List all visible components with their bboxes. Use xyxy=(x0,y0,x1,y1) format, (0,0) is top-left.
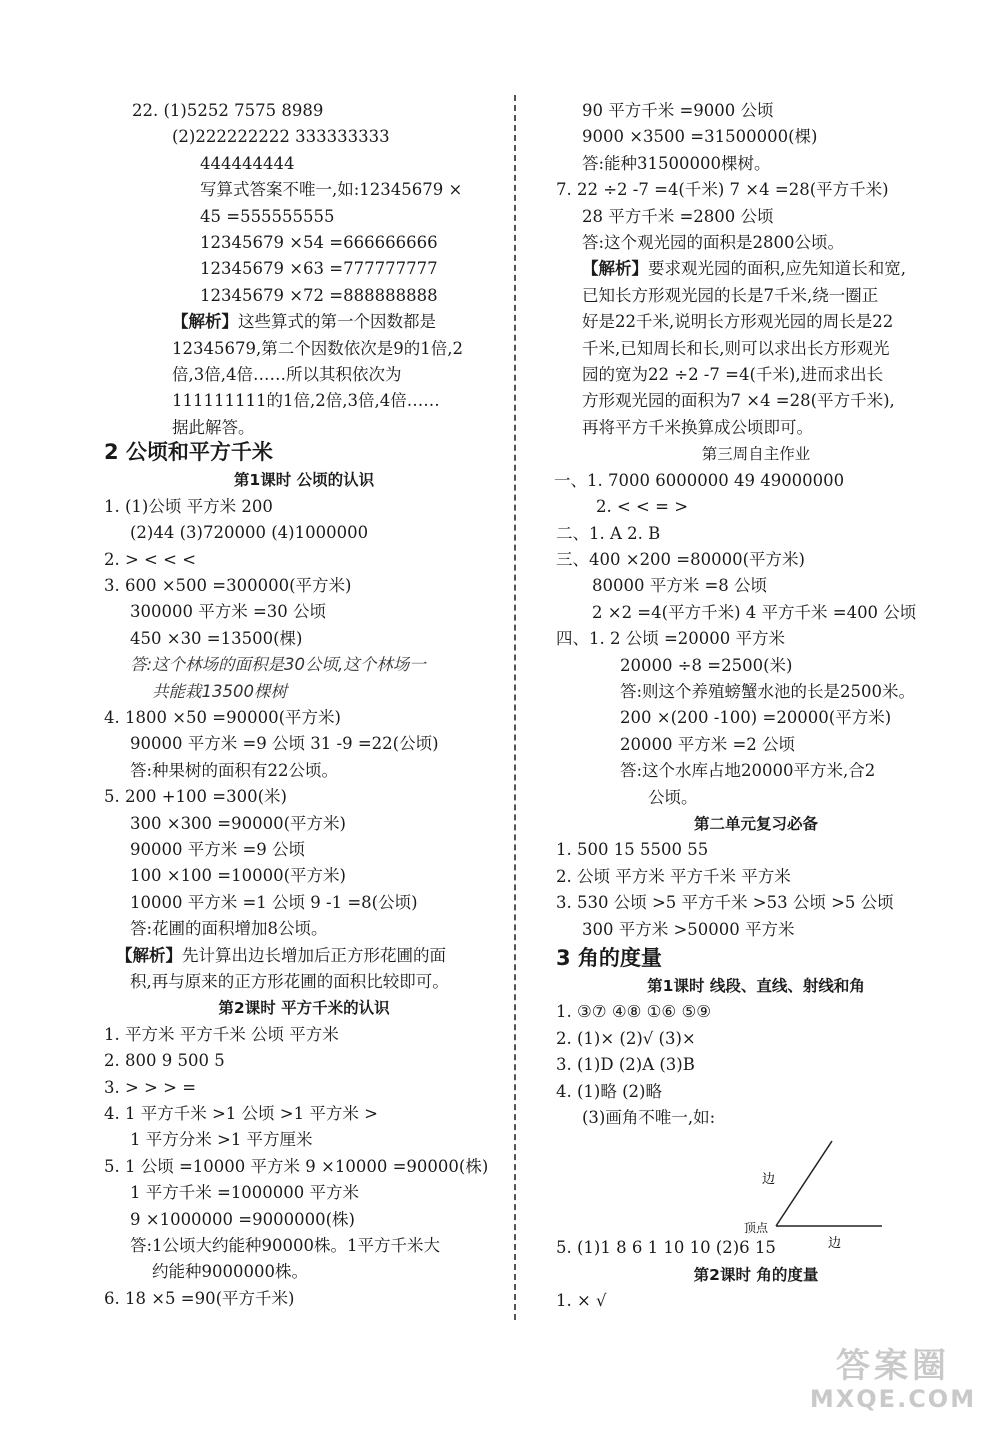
analysis-tag: 【解析】 xyxy=(582,259,648,279)
analysis-tag: 【解析】 xyxy=(172,312,238,332)
answer-line: 3. > > > = xyxy=(104,1077,197,1097)
answer-line: 答:这个观光园的面积是2800公顷。 xyxy=(582,233,845,253)
section-2-title: 2 公顷和平方千米 xyxy=(104,440,273,465)
answer-line: 100 ×100 =10000(平方米) xyxy=(130,866,346,886)
answer-line: 2. 公顷 平方米 平方千米 平方米 xyxy=(556,866,791,886)
s3-lesson-2-title: 第2课时 角的度量 xyxy=(693,1265,819,1284)
angle-side-top-line xyxy=(776,1141,832,1226)
q22-line: 444444444 xyxy=(200,153,295,173)
answer-line: 2. 800 9 500 5 xyxy=(104,1051,225,1071)
answer-line: 90000 平方米 =9 公顷 31 -9 =22(公顷) xyxy=(130,734,439,754)
q22-analysis xyxy=(104,309,504,335)
answer-line: 三、400 ×200 =80000(平方米) xyxy=(556,549,805,569)
q22-line: (2)222222222 333333333 xyxy=(172,127,390,147)
answer-line: 80000 平方米 =8 公顷 xyxy=(592,576,768,596)
answer-line: 答:能种31500000棵树。 xyxy=(582,153,771,173)
side-label-top: 边 xyxy=(762,1172,776,1188)
answer-line: 90 平方千米 =9000 公顷 xyxy=(582,101,774,120)
left-column xyxy=(104,98,504,1312)
analysis-line: 再将平方千米换算成公顷即可。 xyxy=(582,417,813,437)
side-label-bottom: 边 xyxy=(828,1236,842,1252)
analysis-text: 先计算出边长增加后正方形花圃的面 xyxy=(182,945,446,965)
analysis-line xyxy=(104,943,504,969)
q22-line: 写算式答案不唯一,如:12345679 × xyxy=(200,180,463,200)
answer-line: 公顷。 xyxy=(648,787,698,807)
answer-line: 1. × √ xyxy=(556,1291,607,1311)
answer-line: 300 ×300 =90000(平方米) xyxy=(130,813,346,833)
answer-line: (2)44 (3)720000 (4)1000000 xyxy=(130,523,369,543)
answer-line: 2. > < < < xyxy=(104,549,197,569)
s3-lesson-1-title: 第1课时 线段、直线、射线和角 xyxy=(647,977,865,995)
answer-line: 300000 平方米 =30 公顷 xyxy=(130,602,327,622)
answer-line: 2 ×2 =4(平方千米) 4 平方千米 =400 公顷 xyxy=(592,602,917,622)
answer-line: 5. 1 公顷 =10000 平方米 9 ×10000 =90000(株) xyxy=(104,1156,489,1176)
q22-analysis: 据此解答。 xyxy=(172,417,255,437)
analysis-text: 要求观光园的面积,应先知道长和宽, xyxy=(648,259,906,279)
answer-line: 4. (1)略 (2)略 xyxy=(556,1081,662,1101)
answer-line: 3. 600 ×500 =300000(平方米) xyxy=(104,575,352,595)
vertex-label: 顶点 xyxy=(744,1221,769,1236)
answer-line: 3. 530 公顷 >5 平方千米 >53 公顷 >5 公顷 xyxy=(556,893,894,913)
q22-analysis: 111111111的1倍,2倍,3倍,4倍…… xyxy=(172,391,440,411)
answer-line: 答:这个水库占地20000平方米,合2 xyxy=(620,761,876,781)
answer-line: 20000 平方米 =2 公顷 xyxy=(620,734,796,754)
analysis-line: 已知长方形观光园的长是7千米,绕一圈正 xyxy=(582,285,879,305)
analysis-line: 积,再与原来的正方形花圃的面积比较即可。 xyxy=(130,972,449,991)
analysis-line: 园的宽为22 ÷2 -7 =4(千米),进而求出长 xyxy=(582,365,884,385)
answer-line: 二、1. A 2. B xyxy=(556,523,661,543)
answer-line: 2. < < = > xyxy=(596,497,689,517)
answer-line: 四、1. 2 公顷 =20000 平方米 xyxy=(556,629,786,649)
q22-analysis: 12345679,第二个因数依次是9的1倍,2 xyxy=(172,338,463,358)
answer-line: (3)画角不唯一,如: xyxy=(582,1108,716,1128)
analysis-tag: 【解析】 xyxy=(116,945,182,965)
answer-line: 3. (1)D (2)A (3)B xyxy=(556,1055,695,1075)
q22-analysis: 倍,3倍,4倍……所以其积依次为 xyxy=(172,365,402,385)
answer-line: 10000 平方米 =1 公顷 9 -1 =8(公顷) xyxy=(130,892,418,912)
answer-line: 1 平方千米 =1000000 平方米 xyxy=(130,1183,360,1203)
answer-line: 答:则这个养殖螃蟹水池的长是2500米。 xyxy=(620,681,916,701)
review-title: 第二单元复习必备 xyxy=(693,814,818,833)
answer-line: 1. ③⑦ ④⑧ ①⑥ ⑤⑨ xyxy=(556,1002,712,1022)
answer-line: 450 ×30 =13500(棵) xyxy=(130,628,303,648)
handwritten-answer: 共能栽13500棵树 xyxy=(152,681,287,701)
column-divider xyxy=(514,95,516,1320)
q22-line: 12345679 ×72 =888888888 xyxy=(200,285,438,305)
answer-line: 90000 平方米 =9 公顷 xyxy=(130,839,306,859)
watermark-url: MXQE.COM xyxy=(809,1385,977,1413)
answer-line: 2. (1)× (2)√ (3)× xyxy=(556,1028,696,1048)
q22-line: 12345679 ×63 =777777777 xyxy=(200,259,438,279)
answer-line: 6. 18 ×5 =90(平方千米) xyxy=(104,1288,295,1308)
answer-line: 答:种果树的面积有22公顷。 xyxy=(130,760,339,780)
analysis-line: 好是22千米,说明长方形观光园的周长是22 xyxy=(582,312,894,332)
analysis-line xyxy=(556,256,956,282)
watermark-title: 答案圈 xyxy=(836,1346,950,1386)
answer-line: 答:1公顷大约能种90000株。1平方千米大 xyxy=(130,1236,441,1256)
answer-line: 4. 1 平方千米 >1 公顷 >1 平方米 > xyxy=(104,1104,378,1124)
answer-line: 5. (1)1 8 6 1 10 10 (2)6 15 xyxy=(556,1238,776,1258)
answer-line: 答:花圃的面积增加8公顷。 xyxy=(130,919,328,939)
answer-line: 1. 平方米 平方千米 公顷 平方米 xyxy=(104,1024,339,1044)
lesson-1-title: 第1课时 公顷的认识 xyxy=(233,471,375,490)
section-3-title: 3 角的度量 xyxy=(556,946,662,970)
handwritten-answer: 答:这个林场的面积是30公顷,这个林场一 xyxy=(130,655,426,675)
answer-line: 9000 ×3500 =31500000(棵) xyxy=(582,127,818,147)
answer-line: 1. 500 15 5500 55 xyxy=(556,840,709,860)
analysis-line: 方形观光园的面积为7 ×4 =28(平方千米), xyxy=(582,391,895,411)
answer-line: 7. 22 ÷2 -7 =4(千米) 7 ×4 =28(平方千米) xyxy=(556,180,889,200)
answer-line: 约能种9000000株。 xyxy=(152,1262,308,1282)
analysis-line: 千米,已知周长和长,则可以求出长方形观光 xyxy=(582,338,890,358)
answer-line: 5. 200 +100 =300(米) xyxy=(104,787,287,807)
answer-line: 1 平方分米 >1 平方厘米 xyxy=(130,1130,313,1150)
answer-line: 200 ×(200 -100) =20000(平方米) xyxy=(620,708,892,728)
answer-line: 9 ×1000000 =9000000(株) xyxy=(130,1209,355,1229)
answer-line: 28 平方千米 =2800 公顷 xyxy=(582,206,774,226)
q22-line: 45 =555555555 xyxy=(200,206,335,226)
answer-line: 4. 1800 ×50 =90000(平方米) xyxy=(104,707,341,727)
lesson-2-title: 第2课时 平方千米的认识 xyxy=(218,999,390,1018)
watermark-logo xyxy=(808,1346,978,1416)
week-3-title: 第三周自主作业 xyxy=(701,445,811,464)
answer-line: 1. (1)公顷 平方米 200 xyxy=(104,496,273,516)
answer-line: 300 平方米 >50000 平方米 xyxy=(582,919,795,939)
answer-line: 20000 ÷8 =2500(米) xyxy=(620,655,793,675)
q22-line: 12345679 ×54 =666666666 xyxy=(200,233,438,253)
answer-line: 一、1. 7000 6000000 49 49000000 xyxy=(554,470,845,490)
right-column xyxy=(556,98,956,1315)
q22-line: 22. (1)5252 7575 8989 xyxy=(132,101,324,120)
analysis-text: 这些算式的第一个因数都是 xyxy=(238,312,436,332)
